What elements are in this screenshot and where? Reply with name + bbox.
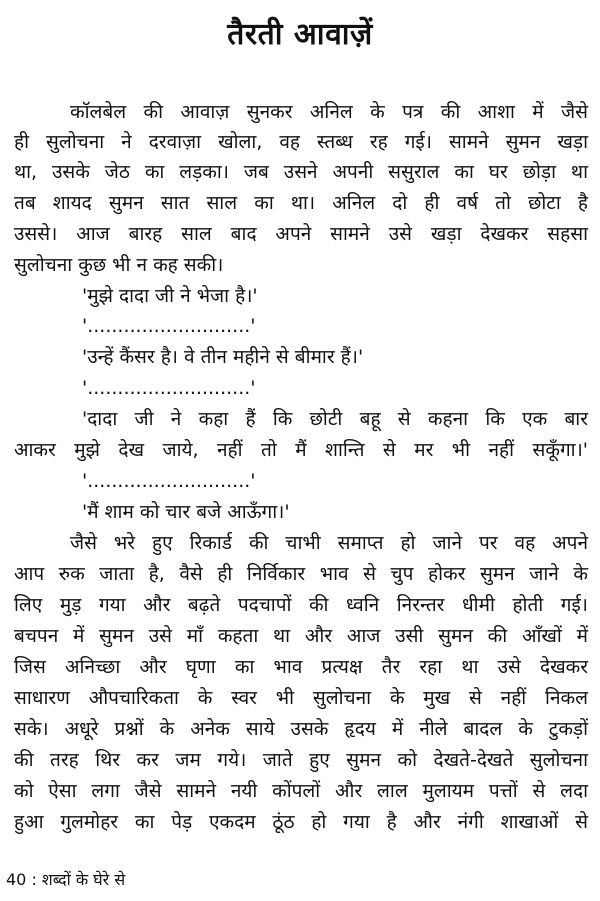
paragraph-line: को ऐसा लगा जैसे सामने नयी कोंपलों और लाल मुलायम पत्तों से लदा [14,780,588,802]
paragraph-line: उससे। आज बारह साल बाद अपने सामने उसे खड़ा देखकर सहसा [14,223,588,245]
paragraph-line: बचपन में सुमन उसे माँ कहता था और आज उसी सुमन की आँखों में [14,625,588,647]
dialogue-ellipsis: '...........................' [82,470,256,492]
paragraph-line: जैसे भरे हुए रिकार्ड की चाभी समाप्त हो जाने पर वह अपने [70,532,588,554]
dialogue-line: 'मैं शाम को चार बजे आऊँगा।' [82,501,290,523]
dialogue-line: 'मुझे दादा जी ने भेजा है।' [82,285,258,307]
paragraph-line: हुआ गुलमोहर का पेड़ एकदम ठूंठ हो गया है और नंगी शाखाओं से [14,811,588,833]
dialogue-ellipsis: '...........................' [82,377,256,399]
paragraph-line: लिए मुड़ गया और बढ़ते पदचापों की ध्वनि निरन्तर धीमी होती गई। [14,594,588,616]
paragraph-line: जिस अनिच्छा और घृणा का भाव प्रत्यक्ष तैर रहा था उसे देखकर [14,656,588,678]
dialogue-line: आकर मुझे देख जाये, नहीं तो मैं शान्ति से मर भी नहीं सकूँगा।' [14,439,588,461]
dialogue-line: 'दादा जी ने कहा हैं कि छोटी बहू से कहना कि एक बार [82,408,588,430]
paragraph-line: तब शायद सुमन सात साल का था। अनिल दो ही वर्ष तो छोटा है [14,192,588,214]
paragraph-line: आप रुक जाता है, वैसे ही निर्विकार भाव से चुप होकर सुमन जाने के [14,563,588,585]
page-footer: 40 : शब्दों के घेरे से [6,870,126,889]
paragraph-line: ही सुलोचना ने दरवाज़ा खोला, वह स्तब्ध रह गई। सामने सुमन खड़ा [14,131,588,153]
paragraph-line: सुलोचना कुछ भी न कह सकी। [14,254,224,276]
paragraph-line: की तरह थिर कर जम गये। जाते हुए सुमन को देखते-देखते सुलोचना [14,749,588,771]
paragraph-line: था, उसके जेठ का लड़का। जब उसने अपनी ससुराल का घर छोड़ा था [14,161,588,183]
paragraph-line: कॉलबेल की आवाज़ सुनकर अनिल के पत्र की आशा में जैसे [70,101,588,123]
chapter-title: तैरती आवाज़ें [227,17,373,52]
paragraph-line: साधारण औपचारिकता के स्वर भी सुलोचना के मुख से नहीं निकल [14,687,588,709]
dialogue-ellipsis: '...........................' [82,315,256,337]
paragraph-line: सके। अधूरे प्रश्नों के अनेक साये उसके हृदय में नीले बादल के टुकड़ों [14,718,588,740]
dialogue-line: 'उन्हें कैंसर है। वे तीन महीने से बीमार हैं।' [82,346,364,368]
